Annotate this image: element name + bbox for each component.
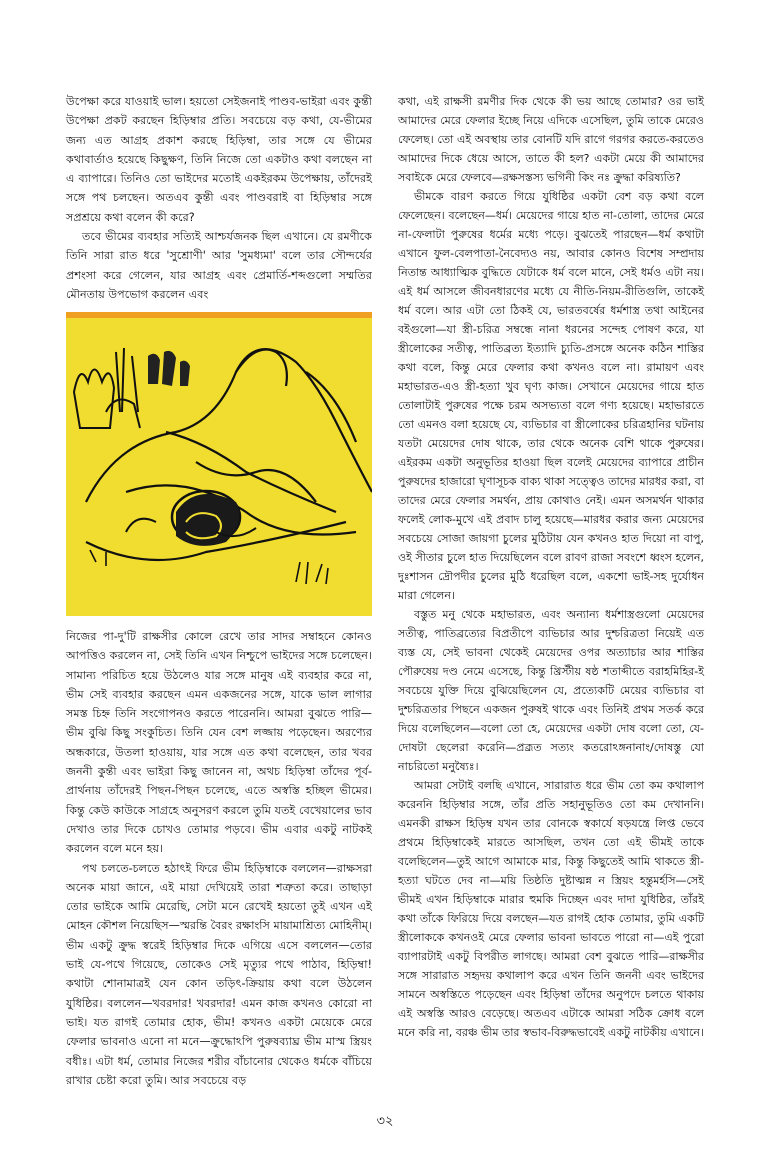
tree-sketch (74, 348, 140, 428)
illustration-drawing (66, 312, 372, 616)
head-sketch (126, 491, 256, 546)
left-column-bottom (66, 627, 372, 1090)
illustration-top-band (66, 312, 372, 318)
grass-sketch (90, 550, 328, 584)
paragraph: নিজের পা-দু'টি রাক্ষসীর কোলে রেখে তার সাদর সম্বাহনে কোনও আপত্তিও করলেন না, সেই তিনি এখন নিশ্চুপে ভাইদের সঙ্গে চলেছেন। সামান্য পরিচিত হয়ে উঠলেও যার সঙ্গে মানুষ এই ব্যবহার করে না, ভীম সেই ব্যবহার করছেন এমন একজনের সঙ্গে, যাকে ভাল লাগার সমস্ত চিহ্ন তিনি সংগোপনও করতে পারেননি। আমরা বুঝতে পারি—ভীম বুঝি কিছু সংকুচিত। তিনি যেন বেশ লজ্জায় পড়েছেন। অরণ্যের অন্ধকারে, উতলা হাওয়ায়, যার সঙ্গে এত কথা বলেছেন, তার খবর জননী কুন্তী এবং ভাইরা কিছু জানেন না, অথচ হিড়িম্বা তাঁদের পূর্ব-প্রার্থনায় তাঁদেরই পিছন-পিছন চলেছে, এতে অস্বস্তি হচ্ছিল ভীমের। কিন্তু কেউ কাউকে সাগ্রহে অনুসরণ করলে তুমি যতই বেখেয়ালের ভাব দেখাও তার দিকে চোখও তোমার পড়বে। ভীম এবার একটু নাটকই করলেন বলে মনে হয়। (66, 630, 372, 856)
page-number: ৩২ (376, 1114, 394, 1129)
right-column (398, 92, 704, 1042)
paragraph: উপেক্ষা করে যাওয়াই ভাল। হয়তো সেইজনাই পাণ্ডব-ভাইরা এবং কুন্তী উপেক্ষা প্রকট করছেন হিড়িম্বার প্রতি। সবচেয়ে বড় কথা, যে-ভীমের জন্য এত আগ্রহ প্রকাশ করছে হিড়িম্বা, তার সঙ্গে যে ভীমের কথাবার্তাও হয়েছে কিছুক্ষণ, তিনি নিজে তো একটাও কথা বলছেন না এ ব্যাপারে। তিনিও তো ভাইদের মতোই একইরকম উপেক্ষায়, তাঁদেরই সঙ্গে পথ চলছেন। অতএব কুন্তী এবং পাণ্ডবরাই বা হিড়িম্বার সঙ্গে সপ্রশ্রয়ে কথা বলেন কী করে? (66, 95, 372, 224)
left-column-top (66, 92, 372, 304)
paragraph: পথ চলতে-চলতে হঠাৎই ফিরে ভীম হিড়িম্বাকে বললেন—রাক্ষসরা অনেক মায়া জানে, এই মায়া দেখিয়েই তারা শত্রুতা করে। তাছাড়া তোর ভাইকে আমি মেরেছি, সেটা মনে রেখেই হয়তো তুই এখন এই মোহন কৌশল নিয়েছিস—স্মরন্তি বৈরং রক্ষাংসি মায়ামাশ্রিত্য মোহিনীম্। ভীম একটু ক্রুদ্ধ স্বরেই হিড়িম্বার দিকে এগিয়ে এসে বললেন—তোর ভাই যে-পথে গিয়েছে, তোকেও সেই মৃত্যুর পথে পাঠাব, হিড়িম্বা! কথাটা শোনামাত্রই যেন কোন তড়িৎ-ক্রিয়ায় কথা বলে উঠলেন যুধিষ্ঠির। বললেন—খবরদার! খবরদার! এমন কাজ কখনও কোরো না ভাই। যত রাগই তোমার হোক, ভীম! কখনও একটা মেয়েকে মেরে ফেলার ভাবনাও এনো না মনে—ক্রুদ্ধোঽপি পুরুষব্যাঘ্র ভীম মাস্ম স্ত্রিয়ং বধীঃ। এটা ধর্ম, তোমার নিজের শরীর বাঁচানোর থেকেও ধর্মকে বাঁচিয়ে রাখার চেষ্টা করো তুমি। আর সবচেয়ে বড় (66, 861, 372, 1087)
illustration (66, 312, 372, 616)
paragraph: বস্তুত মনু থেকে মহাভারত, এবং অন্যান্য ধর্মশাস্ত্রগুলো মেয়েদের সতীত্ব, পাতিব্রত্যের বিপ্রতীপে ব্যভিচার আর দুশ্চরিত্রতা নিয়েই এত ব্যস্ত যে, সেই ভাবনা থেকেই মেয়েদের ওপর অত্যাচার আর শাস্তির পৌরুষেয় দণ্ড নেমে এসেছে, কিন্তু খ্রিস্টীয় ষষ্ঠ শতাব্দীতে বরাহমিহির-ই সবচেয়ে যুক্তি দিয়ে বুঝিয়েছিলেন যে, প্রত্যেকটি মেয়ের ব্যভিচার বা দুশ্চরিত্রতার পিছনে একজন পুরুষই থাকে এবং তিনিই প্রথম সতর্ক করে দিয়ে বলেছিলেন—বলো তো হে, মেয়েদের একটা দোষ বলো তো, যে-দোষটা ছেলেরা করেনি—প্রব্রূত সত্যং কতরোঽঙ্গনানাং/দোষস্তু যো নাচরিতো মনুষ্যৈঃ। (398, 608, 704, 773)
paragraph: ভীমকে বারণ করতে গিয়ে যুধিষ্ঠির একটা বেশ বড় কথা বলে ফেলেছেন। বলেছেন—ধর্ম। মেয়েদের গায়ে হাত না-তোলা, তাদের মেরে না-ফেলাটা পুরুষের ধর্মের মধ্যে পড়ে। বুঝতেই পারছেন—ধর্ম কথাটা এখানে ফুল-বেলপাতা-নৈবেদ্যও নয়, আবার কোনও বিশেষ সম্প্রদায় নিতান্ত আধ্যাত্মিক বুদ্ধিতে যেটাকে ধর্ম বলে মানে, সেই ধর্মও এটা নয়। এই ধর্ম আসলে জীবনধারণের মধ্যে যে নীতি-নিয়ম-রীতিগুলি, তাকেই ধর্ম বলে। আর এটা তো ঠিকই যে, ভারতবর্ষের ধর্মশাস্ত্র তথা আইনের বইগুলো—যা স্ত্রী-চরিত্র সম্বন্ধে নানা ধরনের সন্দেহ পোষণ করে, যা স্ত্রীলোকের সতীত্ব, পাতিব্রত্য ইত্যাদি চ্যুতি-প্রসঙ্গে অনেক কঠিন শাস্তির কথা বলে, কিন্তু মেরে ফেলার কথা কখনও বলে না। রামায়ণ এবং মহাভারত-এও স্ত্রী-হত্যা খুব ঘৃণ্য কাজ। সেখানে মেয়েদের গায়ে হাত তোলাটাই পুরুষের পক্ষে চরম অসভ্যতা বলে গণ্য হয়েছে। মহাভারতে তো এমনও বলা হয়েছে যে, ব্যভিচার বা স্ত্রীলোকের চরিত্রহানির ঘটনায় যতটা মেয়েদের দোষ থাকে, তার থেকে অনেক বেশি থাকে পুরুষের। এইরকম একটা অনুভূতির হাওয়া ছিল বলেই মেয়েদের ব্যাপারে প্রাচীন পুরুষদের হাজারো ঘৃণাসূচক বাক্য থাকা সত্ত্বেও তাদের মারধর করা, বা তাদের মেরে ফেলার সমর্থন, প্রায় কোথাও নেই। এমন অসমর্থন থাকার ফলেই লোক-মুখে এই প্রবাদ চালু হয়েছে—মারধর করার জন্য মেয়েদের সবচেয়ে সোজা জায়গা চুলের মুঠিটায় যেন কখনও হাত দিয়ো না বাপু, ওই সীতার চুলে হাত দিয়েছিলেন বলে রাবণ রাজা সবংশে ধ্বংস হলেন, দুঃশাসন দ্রৌপদীর চুলের মুঠি ধরেছিল বলে, একশো ভাই-সহ দুর্যোধন মারা গেলেন। (398, 190, 704, 602)
paragraph: আমরা সেটাই বলছি এখানে, সারারাত ধরে ভীম তো কম কথালাপ করেননি হিড়িম্বার সঙ্গে, তাঁর প্রতি সহানুভূতিও তো কম দেখাননি। এমনকী রাক্ষস হিড়িম্ব যখন তার বোনকে স্বকার্যে ষড়যন্ত্রে লিপ্ত ভেবে প্রথমে হিড়িম্বাকেই মারতে আসছিল, তখন তো এই ভীমই তাকে বলেছিলেন—তুই আগে আমাকে মার, কিন্তু কিছুতেই আমি থাকতে স্ত্রী-হত্যা ঘটতে দেব না—ময়ি তিষ্ঠতি দুষ্টাত্মন্ন ন স্ত্রিয়ং হন্তুমর্হসি—সেই ভীমই এখন হিড়িম্বাকে মারার হুমকি দিচ্ছেন এবং দাদা যুধিষ্ঠির, তাঁরই কথা তাঁকে ফিরিয়ে দিয়ে বলছেন—যত রাগই হোক তোমার, তুমি একটি স্ত্রীলোককে কখনওই মেরে ফেলার ভাবনা ভাবতে পারো না—এই পুরো ব্যাপারটাই একটু বিপরীত লাগছে। আমরা বেশ বুঝতে পারি—রাক্ষসীর সঙ্গে সারারাত সহৃদয় কথালাপ করে এখন তিনি জননী এবং ভাইদের সামনে অস্বস্তিতে পড়েছেন এবং হিড়িম্বা তাঁদের অনুপদে চলতে থাকায় এই অস্বস্তি আরও বেড়েছে। অতএব এটাকে আমরা সঠিক ক্রোধ বলে মনে করি না, বরঞ্চ ভীম তার স্বভাব-বিরুদ্ধভাবেই একটু নাটকীয় এখানে। (398, 779, 704, 1039)
paragraph: তবে ভীমের ব্যবহার সত্যিই আশ্চর্যজনক ছিল এখানে। যে রমণীকে তিনি সারা রাত ধরে 'সুশ্রোণী' আর 'সুমধ্যমা' বলে তার সৌন্দর্যের প্রশংসা করে গেলেন, যার আগ্রহ এবং প্রেমার্তি-শব্দগুলো সম্মতির মৌনতায় উপভোগ করলেন এবং (66, 230, 372, 301)
figures-sketch (148, 351, 190, 386)
paragraph: কথা, এই রাক্ষসী রমণীর দিক থেকে কী ভয় আছে তোমার? ওর ভাই আমাদের মেরে ফেলার ইচ্ছে নিয়ে এদিকে এসেছিল, তুমি তাকে মেরেও ফেলেছ। তো এই অবস্থায় তার বোনটি যদি রাগে গরগর করতে-করতেও আমাদের দিকে ধেয়ে আসে, তাতে কী হল? একটা মেয়ে কী আমাদের সবাইকে মেরে ফেলবে—রক্ষসস্তস্য ভগিনী কিং নঃ ক্রুদ্ধা করিষ্যতি? (398, 95, 704, 184)
